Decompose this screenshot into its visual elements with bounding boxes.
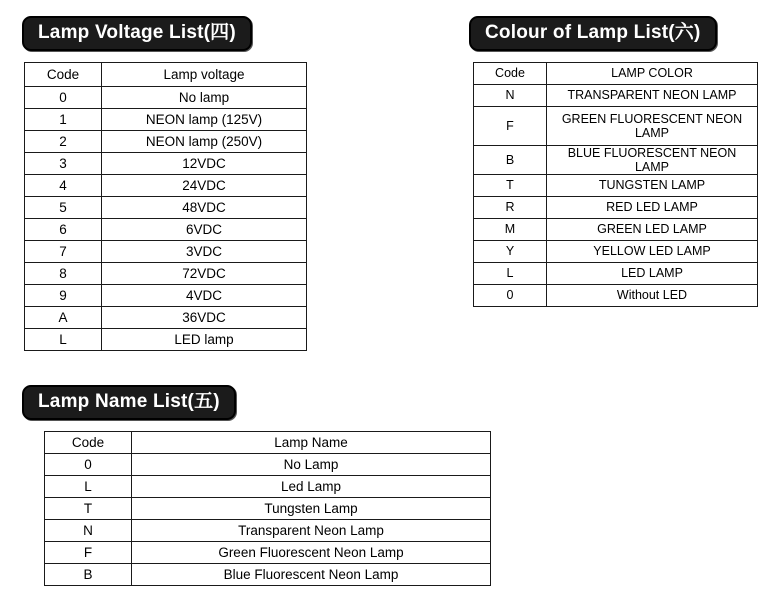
table-row xyxy=(25,306,307,328)
cell-value: RED LED LAMP xyxy=(547,196,758,218)
cell-value: LED lamp xyxy=(102,328,307,350)
table-row xyxy=(45,563,491,585)
cell-code: 0 xyxy=(25,86,102,108)
cell-code: B xyxy=(474,145,547,174)
cell-value: NEON lamp (250V) xyxy=(102,130,307,152)
cell-code: 1 xyxy=(25,108,102,130)
colour-of-lamp-list-table xyxy=(473,62,758,307)
cell-code: L xyxy=(474,262,547,284)
cell-code: 3 xyxy=(25,152,102,174)
cell-code: T xyxy=(474,174,547,196)
table-header-row xyxy=(25,62,307,86)
cell-code: F xyxy=(45,541,132,563)
cell-value: BLUE FLUORESCENT NEON LAMP xyxy=(547,145,758,174)
cell-code: 5 xyxy=(25,196,102,218)
cell-code: 0 xyxy=(45,453,132,475)
cell-value: 4VDC xyxy=(102,284,307,306)
table-row xyxy=(474,84,758,106)
cell-code: L xyxy=(25,328,102,350)
column-header-lamp-name: Lamp Name xyxy=(132,431,491,453)
table-row xyxy=(45,453,491,475)
cell-value: LED LAMP xyxy=(547,262,758,284)
cell-value: 72VDC xyxy=(102,262,307,284)
table-row xyxy=(474,196,758,218)
table-row xyxy=(25,240,307,262)
lamp-name-list-title: Lamp Name List(五) xyxy=(22,385,236,420)
table-row xyxy=(25,262,307,284)
column-header-lamp-color: LAMP COLOR xyxy=(547,62,758,84)
lamp-name-list-panel xyxy=(18,385,491,586)
cell-value: 36VDC xyxy=(102,306,307,328)
table-row xyxy=(474,218,758,240)
cell-value: Tungsten Lamp xyxy=(132,497,491,519)
cell-value: Led Lamp xyxy=(132,475,491,497)
cell-code: 7 xyxy=(25,240,102,262)
cell-value: TUNGSTEN LAMP xyxy=(547,174,758,196)
table-row xyxy=(25,130,307,152)
table-row xyxy=(474,284,758,306)
cell-code: 9 xyxy=(25,284,102,306)
cell-value: NEON lamp (125V) xyxy=(102,108,307,130)
cell-value: Transparent Neon Lamp xyxy=(132,519,491,541)
column-header-code: Code xyxy=(25,62,102,86)
cell-code: Y xyxy=(474,240,547,262)
cell-code: N xyxy=(45,519,132,541)
table-row xyxy=(474,106,758,145)
column-header-code: Code xyxy=(45,431,132,453)
table-row xyxy=(45,519,491,541)
lamp-voltage-list-title: Lamp Voltage List(四) xyxy=(22,16,252,51)
lamp-voltage-list-table xyxy=(24,62,307,351)
lamp-name-list-table xyxy=(44,431,491,586)
cell-value: GREEN LED LAMP xyxy=(547,218,758,240)
cell-code: F xyxy=(474,106,547,145)
table-row xyxy=(474,262,758,284)
cell-code: 8 xyxy=(25,262,102,284)
cell-value: Green Fluorescent Neon Lamp xyxy=(132,541,491,563)
cell-code: T xyxy=(45,497,132,519)
cell-code: 4 xyxy=(25,174,102,196)
table-row xyxy=(45,475,491,497)
cell-value: No Lamp xyxy=(132,453,491,475)
lamp-voltage-list-panel xyxy=(18,16,307,351)
cell-code: B xyxy=(45,563,132,585)
cell-code: R xyxy=(474,196,547,218)
cell-code: 6 xyxy=(25,218,102,240)
cell-code: A xyxy=(25,306,102,328)
cell-value: 6VDC xyxy=(102,218,307,240)
table-row xyxy=(25,196,307,218)
table-row xyxy=(25,174,307,196)
cell-value: No lamp xyxy=(102,86,307,108)
table-row xyxy=(474,240,758,262)
cell-value: 48VDC xyxy=(102,196,307,218)
table-row xyxy=(45,541,491,563)
cell-value: 24VDC xyxy=(102,174,307,196)
cell-value: TRANSPARENT NEON LAMP xyxy=(547,84,758,106)
table-row xyxy=(45,497,491,519)
colour-of-lamp-list-panel xyxy=(465,16,758,307)
cell-code: L xyxy=(45,475,132,497)
colour-of-lamp-list-title: Colour of Lamp List(六) xyxy=(469,16,717,51)
cell-code: 0 xyxy=(474,284,547,306)
table-header-row xyxy=(45,431,491,453)
cell-value: Blue Fluorescent Neon Lamp xyxy=(132,563,491,585)
cell-code: 2 xyxy=(25,130,102,152)
cell-code: M xyxy=(474,218,547,240)
column-header-lamp-voltage: Lamp voltage xyxy=(102,62,307,86)
cell-value: GREEN FLUORESCENT NEON LAMP xyxy=(547,106,758,145)
table-row xyxy=(25,152,307,174)
cell-value: YELLOW LED LAMP xyxy=(547,240,758,262)
cell-value: 12VDC xyxy=(102,152,307,174)
table-row xyxy=(474,174,758,196)
table-header-row xyxy=(474,62,758,84)
table-row xyxy=(25,284,307,306)
table-row xyxy=(25,328,307,350)
cell-value: 3VDC xyxy=(102,240,307,262)
column-header-code: Code xyxy=(474,62,547,84)
table-row xyxy=(25,108,307,130)
table-row xyxy=(25,86,307,108)
table-row xyxy=(474,145,758,174)
table-row xyxy=(25,218,307,240)
cell-code: N xyxy=(474,84,547,106)
cell-value: Without LED xyxy=(547,284,758,306)
